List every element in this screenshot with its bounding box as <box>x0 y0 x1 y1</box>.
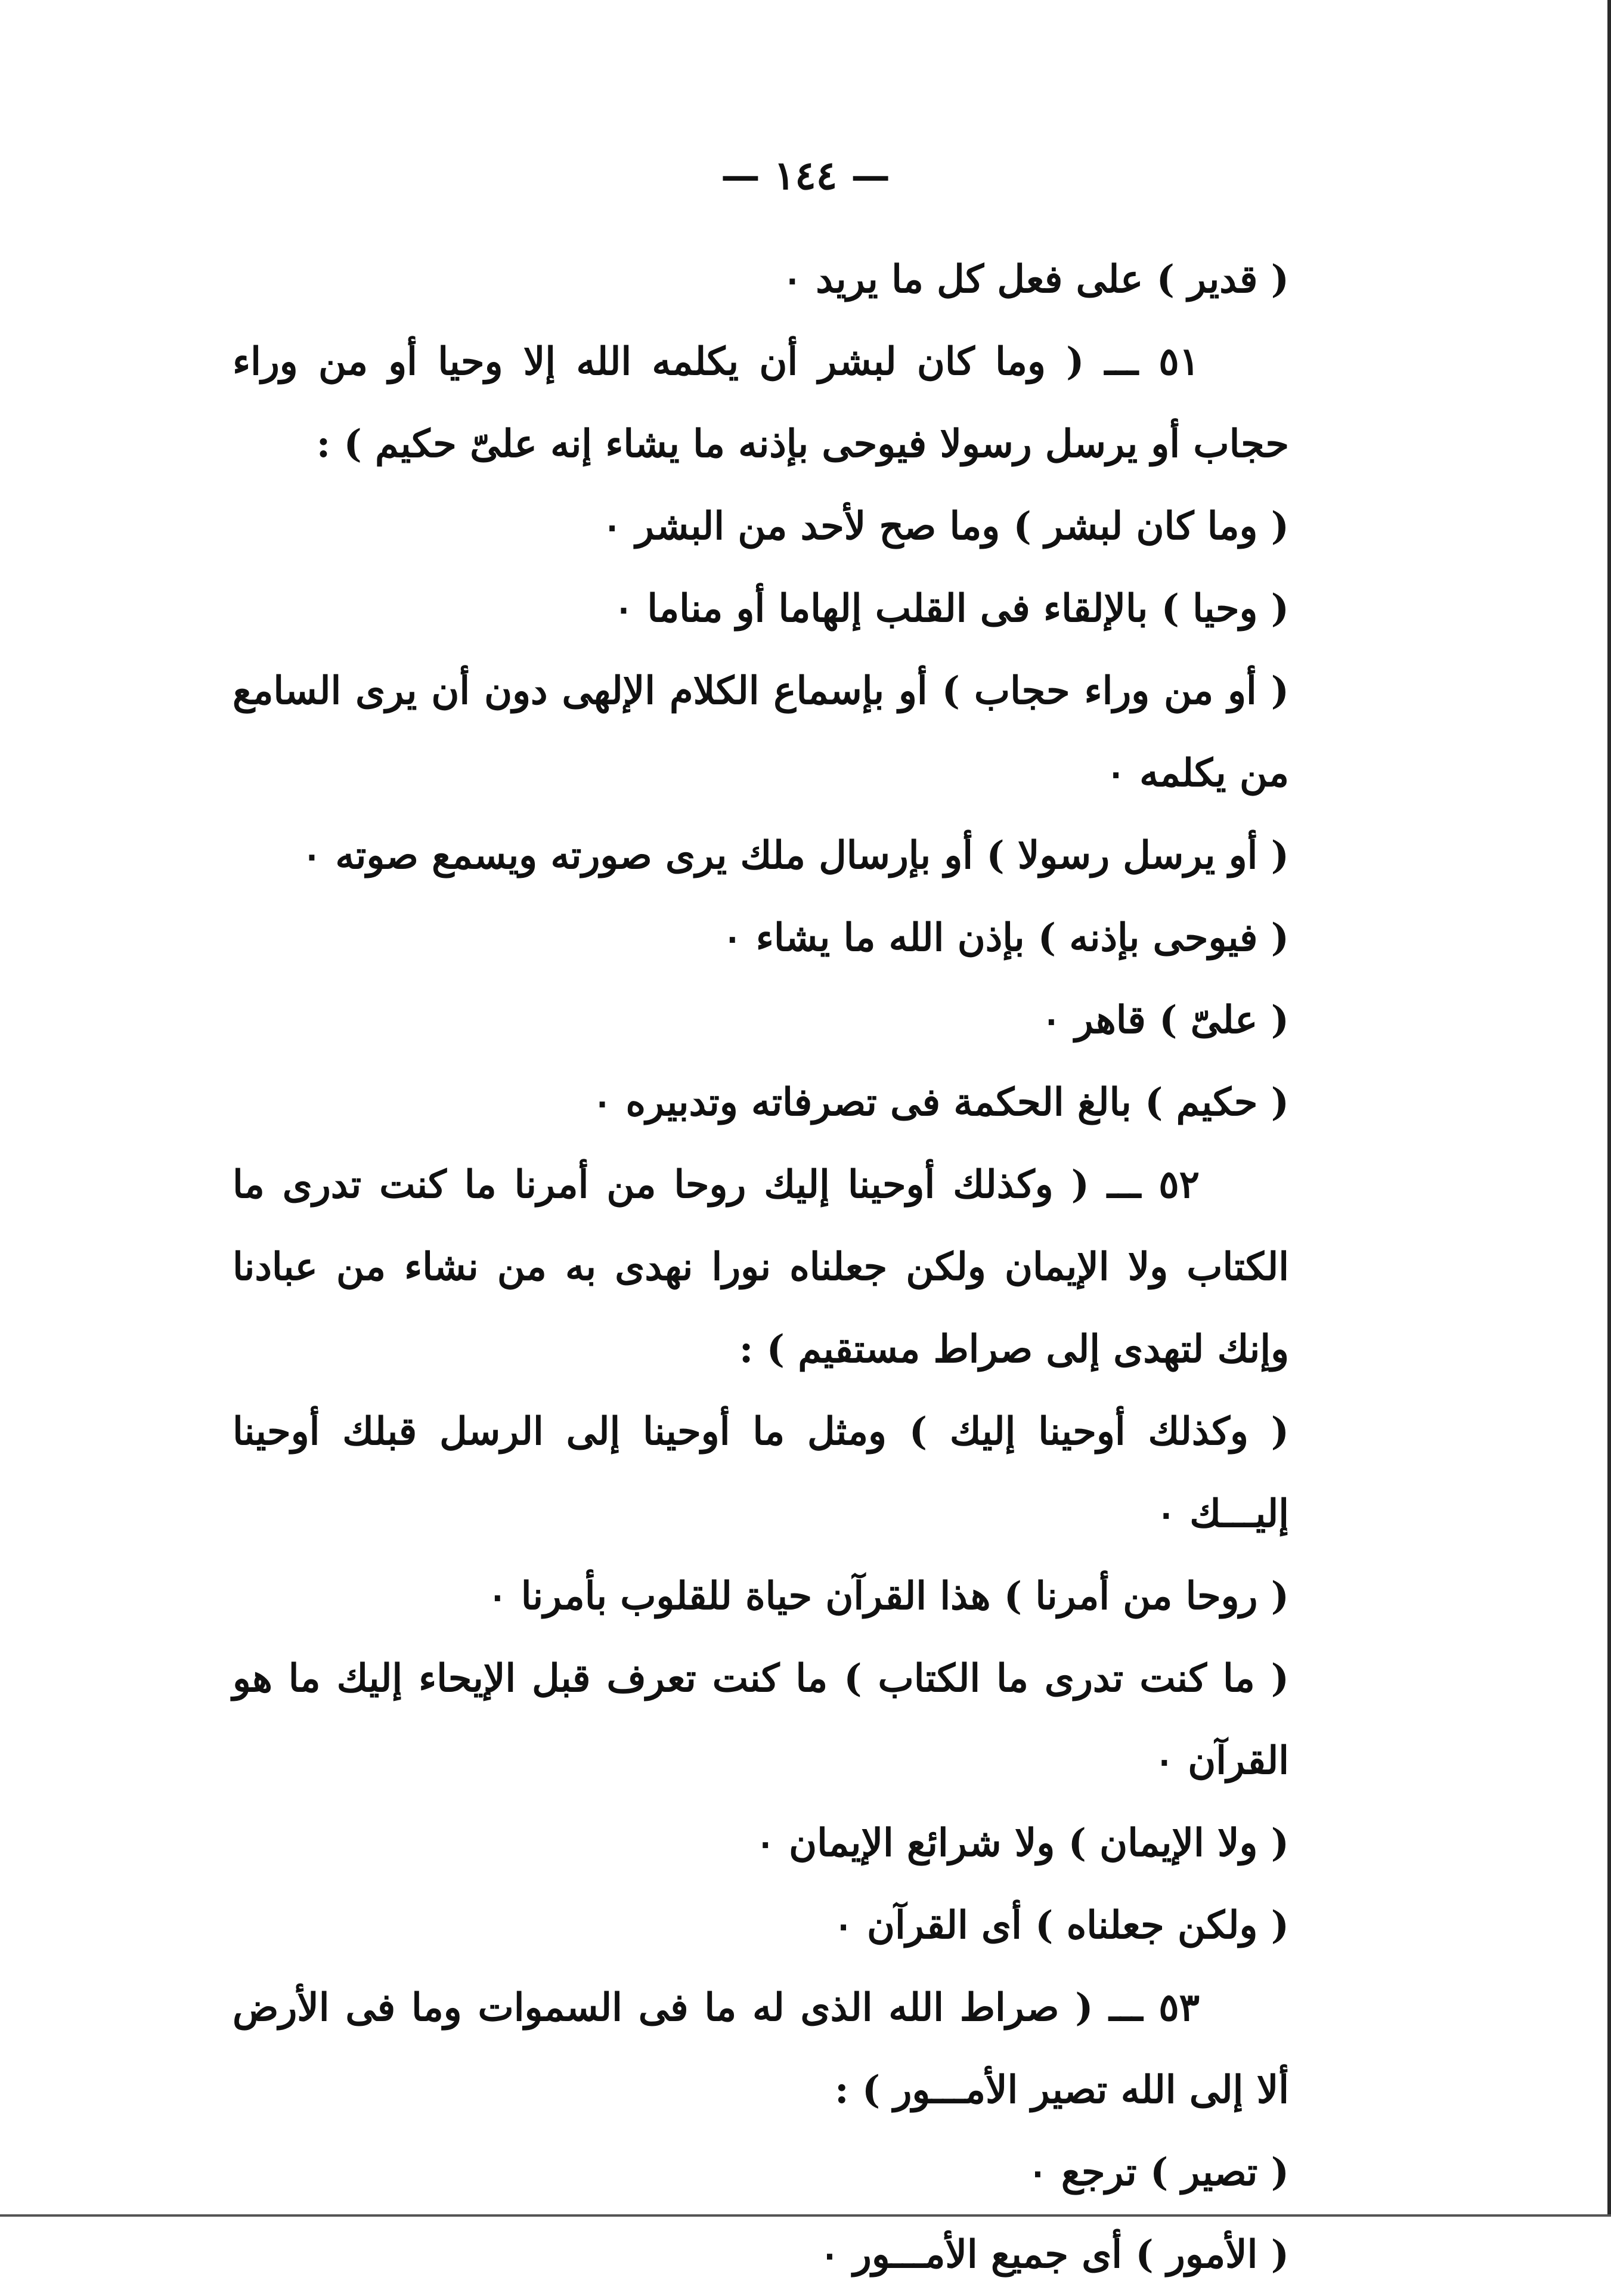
verse-paragraph: ٥٢ ـــ ( وكذلك أوحينا إليك روحا من أمرنا ما كنت تدرى ما الكتاب ولا الإيمان ولكن جعلناه نورا نهدى به من نشاء من عبادنا وإنك لتهدى إلى صراط مستقيم ) : <box>233 1162 1289 1372</box>
gloss-line: ( قدير ) على فعل كل ما يريد ٠ <box>782 257 1289 302</box>
gloss-line: ( وحيا ) بالإلقاء فى القلب إلهاما أو مناما ٠ <box>613 586 1289 631</box>
scan-edge-right <box>1607 0 1611 2217</box>
gloss-line: ( أو من وراء حجاب ) أو بإسماع الكلام الإلهى دون أن يرى السامع من يكلمه ٠ <box>233 669 1289 796</box>
gloss-line: ( أو يرسل رسولا ) أو بإرسال ملك يرى صورته ويسمع صوته ٠ <box>301 833 1289 878</box>
gloss-line: ( وكذلك أوحينا إليك ) ومثل ما أوحينا إلى الرسل قبلك أوحينا إليـــك ٠ <box>233 1409 1289 1536</box>
gloss-line: ( تصير ) ترجع ٠ <box>1027 2150 1289 2195</box>
gloss-line: ( وما كان لبشر ) وما صح لأحد من البشر ٠ <box>602 504 1289 549</box>
gloss-line: ( ولا الإيمان ) ولا شرائع الإيمان ٠ <box>755 1821 1289 1865</box>
page-body <box>233 239 1289 2296</box>
verse-paragraph: ٥٣ ـــ ( صراط الله الذى له ما فى السموات وما فى الأرض ألا إلى الله تصير الأمـــور ) : <box>233 1985 1289 2112</box>
gloss-line: ( ولكن جعلناه ) أى القرآن ٠ <box>833 1903 1289 1948</box>
scan-edge-bottom <box>0 2214 1611 2217</box>
gloss-line: ( فيوحى بإذنه ) بإذن الله ما يشاء ٠ <box>722 915 1289 960</box>
gloss-line: ( ما كنت تدرى ما الكتاب ) ما كنت تعرف قبل الإيحاء إليك ما هو القرآن ٠ <box>233 1656 1289 1783</box>
verse-paragraph: ٥١ ـــ ( وما كان لبشر أن يكلمه الله إلا وحيا أو من وراء حجاب أو يرسل رسولا فيوحى بإذنه ما يشاء إنه علىّ حكيم ) : <box>233 339 1289 466</box>
page-number: — ١٤٤ — <box>720 152 891 199</box>
gloss-line: ( علىّ ) قاهر ٠ <box>1041 998 1289 1042</box>
gloss-line: ( روحا من أمرنا ) هذا القرآن حياة للقلوب بأمرنا ٠ <box>487 1574 1289 1619</box>
gloss-line: ( الأمور ) أى جميع الأمـــور ٠ <box>819 2232 1289 2277</box>
gloss-line: ( حكيم ) بالغ الحكمة فى تصرفاته وتدبيره ٠ <box>591 1080 1289 1125</box>
